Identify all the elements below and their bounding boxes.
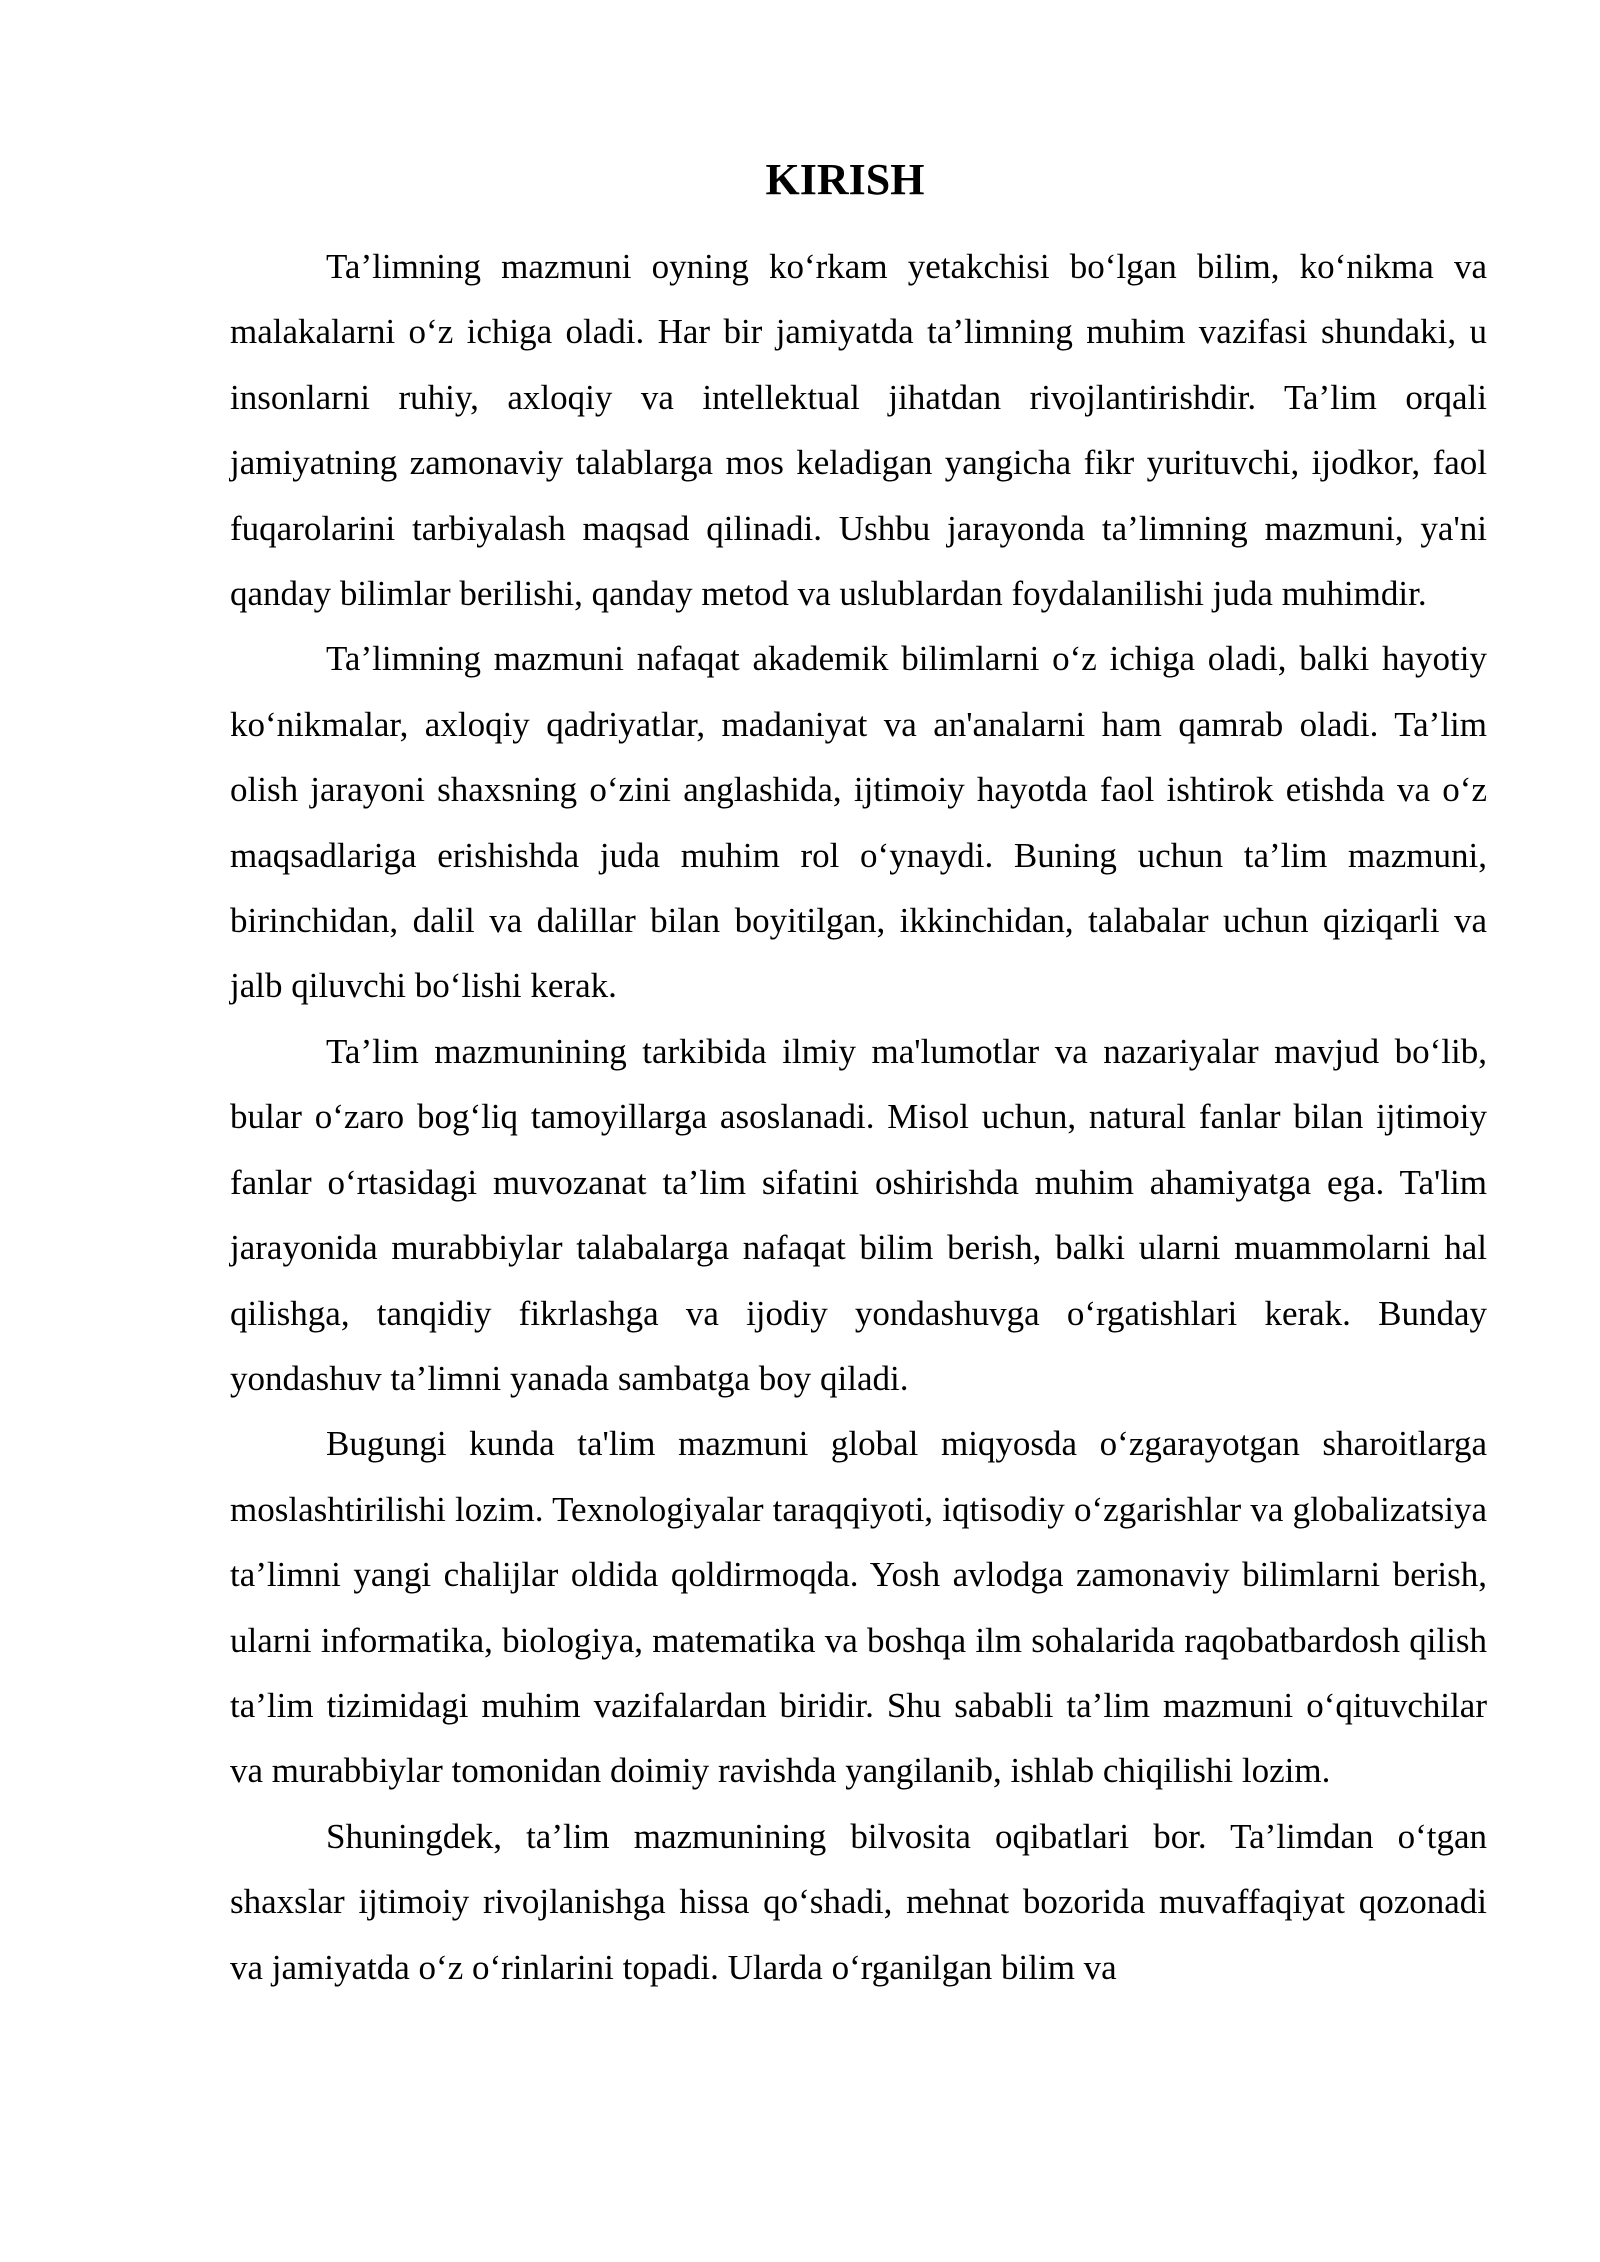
document-title: KIRISH <box>765 155 925 204</box>
paragraph-1: Ta’limning mazmuni oyning ko‘rkam yetakchisi bo‘lgan bilim, ko‘nikma va malakalarni o‘z ichiga oladi. Har bir jamiyatda ta’limning muhim vazifasi shundaki, u insonlarni ruhiy, axloqiy va intellektual jihatdan rivojlantirishdir. Ta’lim orqali jamiyatning zamonaviy talablarga mos keladigan yangicha fikr yurituvchi, ijodkor, faol fuqarolarini tarbiyalash maqsad qilinadi. Ushbu jarayonda ta’limning mazmuni, ya'ni qanday bilimlar berilishi, qanday metod va uslublardan foydalanilishi juda muhimdir. <box>230 247 1487 614</box>
paragraph-4: Bugungi kunda ta'lim mazmuni global miqyosda o‘zgarayotgan sharoitlarga moslashtirilishi lozim. Texnologiyalar taraqqiyoti, iqtisodiy o‘zgarishlar va globalizatsiya ta’limni yangi chalijlar oldida qoldirmoqda. Yosh avlodga zamonaviy bilimlarni berish, ularni informatika, biologiya, matematika va boshqa ilm sohalarida raqobatbardosh qilish ta’lim tizimidagi muhim vazifalardan biridir. Shu sababli ta’lim mazmuni o‘qituvchilar va murabbiylar tomonidan doimiy ravishda yangilanib, ishlab chiqilishi lozim. <box>230 1424 1487 1791</box>
paragraph-3: Ta’lim mazmunining tarkibida ilmiy ma'lumotlar va nazariyalar mavjud bo‘lib, bular o‘zaro bog‘liq tamoyillarga asoslanadi. Misol uchun, natural fanlar bilan ijtimoiy fanlar o‘rtasidagi muvozanat ta’lim sifatini oshirishda muhim ahamiyatga ega. Ta'lim jarayonida murabbiylar talabalarga nafaqat bilim berish, balki ularni muammolarni hal qilishga, tanqidiy fikrlashga va ijodiy yondashuvga o‘rgatishlari kerak. Bunday yondashuv ta’limni yanada sambatga boy qiladi. <box>230 1031 1487 1398</box>
paragraph-2: Ta’limning mazmuni nafaqat akademik bilimlarni o‘z ichiga oladi, balki hayotiy ko‘nikmalar, axloqiy qadriyatlar, madaniyat va an'analarni ham qamrab oladi. Ta’lim olish jarayoni shaxsning o‘zini anglashida, ijtimoiy hayotda faol ishtirok etishda va o‘z maqsadlariga erishishda juda muhim rol o‘ynaydi. Buning uchun ta’lim mazmuni, birinchidan, dalil va dalillar bilan boyitilgan, ikkinchidan, talabalar uchun qiziqarli va jalb qiluvchi bo‘lishi kerak. <box>230 639 1487 1006</box>
paragraph-5: Shuningdek, ta’lim mazmunining bilvosita oqibatlari bor. Ta’limdan o‘tgan shaxslar ijtimoiy rivojlanishga hissa qo‘shadi, mehnat bozorida muvaffaqiyat qozonadi va jamiyatda o‘z o‘rinlarini topadi. Ularda o‘rganilgan bilim va <box>230 1816 1487 1987</box>
document-body <box>230 234 1487 2000</box>
